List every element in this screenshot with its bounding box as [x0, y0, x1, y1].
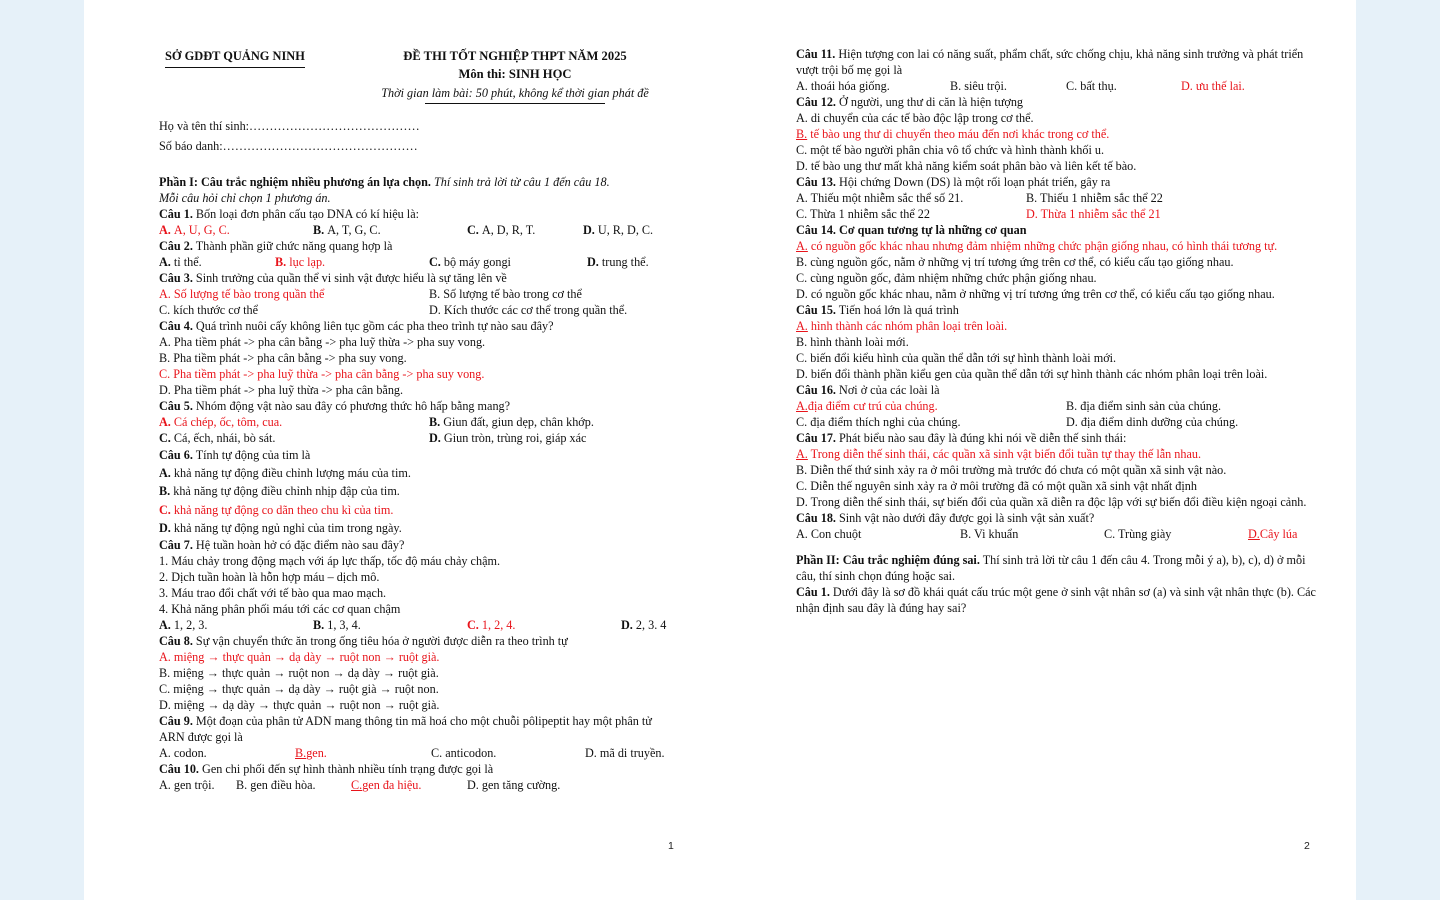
page-number-1: 1 — [668, 840, 674, 852]
q5-option-d: D. Giun tròn, trùng roi, giáp xác — [429, 431, 587, 445]
q2-option-a: A. tỉ thể. — [159, 255, 202, 269]
q7-statement-2: 2. Dịch tuần hoàn là hỗn hợp máu – dịch mô. — [159, 570, 380, 585]
q16-option-b: B. địa điểm sinh sản của chúng. — [1066, 399, 1222, 413]
q1-option-a: A. A, U, G, C. — [159, 223, 230, 237]
q17-option-b: B. Diễn thế thứ sinh xảy ra ở môi trường mà trước đó chưa có một quần xã sinh vật nào. — [796, 463, 1227, 477]
question-4: Câu 4. Quá trình nuôi cấy không liên tục gồm các pha theo trình tự nào sau đây? A. Pha tiềm phát -> pha cân bằng -> pha luỹ thừa -> pha suy vong. B. Pha tiềm phát -> pha cân bằng -> pha suy vong. C. Pha tiềm phát -> pha luỹ thừa -> pha cân bằng -> pha suy vong. D. Pha tiềm phát -> pha luỹ thừa -> pha cân bằng. — [159, 318, 679, 398]
q9-option-b: B.gen. — [295, 746, 327, 761]
q12-option-c: C. một tế bào người phân chia vô tổ chức và hình thành khối u. — [796, 143, 1105, 157]
q14-option-d: D. có nguồn gốc khác nhau, nằm ở những vị trí tương ứng trên cơ thể, có kiểu cấu tạo giống nhau. — [796, 287, 1275, 301]
question-9: Câu 9. Một đoạn của phân tử ADN mang thông tin mã hoá cho một chuỗi pôlipeptit hay một phân tử ARN được gọi là A. codon. B.gen. C. anticodon. D. mã di truyền. — [159, 713, 679, 761]
part-2-question-1: Câu 1. Dưới đây là sơ đồ khái quát cấu trúc một gene ở sinh vật nhân sơ (a) và sinh vật nhân thực (b). Các nhận định sau đây là đúng hay sai? — [796, 585, 1316, 615]
q7-options — [159, 617, 679, 633]
viewer-right-margin — [1356, 0, 1440, 900]
question-16: Câu 16. Nơi ở của các loài là A.địa điểm cư trú của chúng. B. địa điểm sinh sản của chúng. C. địa điểm thích nghi của chúng. D. địa điểm dinh dưỡng của chúng. — [796, 383, 1239, 429]
question-7: Câu 7. Hệ tuần hoàn hở có đặc điểm nào sau đây? 1. Máu chảy trong động mạch với áp lực thấp, tốc độ máu chảy chậm. 2. Dịch tuần hoàn là hỗn hợp máu – dịch mô. 3. Máu trao đổi chất với tế bào qua mao mạch. 4. Khả năng phân phối máu tới các cơ quan chậm A. 1, 2, 3. B. 1, 3, 4. C. 1, 2, 4. D. 2, 3. 4 — [159, 537, 679, 633]
q7-statement-4: 4. Khả năng phân phối máu tới các cơ quan chậm — [159, 602, 401, 617]
q12-option-d: D. tế bào ung thư mất khả năng kiểm soát phân bào và liên kết tế bào. — [796, 159, 1137, 173]
q11-options — [796, 78, 1316, 94]
q9-option-c: C. anticodon. — [431, 746, 497, 761]
q14-option-b: B. cùng nguồn gốc, nằm ở những vị trí tương ứng trên cơ thể, có kiểu cấu tạo giống nhau. — [796, 255, 1234, 269]
q7-option-a: A. 1, 2, 3. — [159, 618, 208, 633]
q4-option-a: A. Pha tiềm phát -> pha cân bằng -> pha luỹ thừa -> pha suy vong. — [159, 335, 486, 349]
q7-option-c: C. 1, 2, 4. — [467, 618, 516, 633]
q18-option-c: C. Trùng giày — [1104, 527, 1172, 541]
q4-option-b: B. Pha tiềm phát -> pha cân bằng -> pha suy vong. — [159, 351, 407, 365]
q7-statement-1: 1. Máu chảy trong động mạch với áp lực thấp, tốc độ máu chảy chậm. — [159, 554, 501, 569]
q16-option-a: A.địa điểm cư trú của chúng. — [796, 399, 938, 413]
q1-option-c: C. A, D, R, T. — [467, 223, 536, 237]
part-2 — [796, 552, 1316, 616]
q10-option-a: A. gen trội. — [159, 778, 215, 793]
q2-option-b: B. lục lạp. — [275, 255, 326, 269]
q17-option-a: A. Trong diễn thế sinh thái, các quần xã sinh vật biến đổi tuần tự thay thế lẫn nhau. — [796, 447, 1202, 461]
q8-option-a: A. miệng → thực quản → dạ dày → ruột non → ruột già. — [159, 650, 440, 665]
q10-options — [159, 777, 679, 793]
q10-option-d: D. gen tăng cường. — [467, 778, 561, 793]
question-15: Câu 15. Tiến hoá lớn là quá trình A. hình thành các nhóm phân loại trên loài. B. hình thành loài mới. C. biến đổi kiểu hình của quần thể dẫn tới sự hình thành loài mới. D. biến đổi thành phần kiểu gen của quần thể dẫn tới sự hình thành các nhóm phân loại trên loài. — [796, 302, 1316, 382]
q13-option-d: D. Thừa 1 nhiễm sắc thể 21 — [1026, 207, 1161, 221]
question-6: Câu 6. Tính tự động của tim là A. khả năng tự động điều chỉnh lượng máu của tim. B. khả năng tự động điều chỉnh nhịp đập của tim. C. khả năng tự động co dãn theo chu kì của tim. D. khả năng tự động ngủ nghỉ của tim trong ngày. — [159, 446, 679, 537]
q3-option-b: B. Số lượng tế bào trong cơ thể — [429, 287, 582, 301]
title-underline — [425, 103, 605, 104]
q4-option-c: C. Pha tiềm phát -> pha luỹ thừa -> pha cân bằng -> pha suy vong. — [159, 367, 485, 381]
part-1-heading: Phần I: Câu trắc nghiệm nhiều phương án lựa chọn. Thí sinh trả lời từ câu 1 đến câu 18. Mỗi câu hỏi chỉ chọn 1 phương án. — [159, 175, 610, 205]
q17-option-c: C. Diễn thế nguyên sinh xảy ra ở môi trường đã có một quần xã sinh vật nhất định — [796, 479, 1197, 493]
page-number-2: 2 — [1304, 840, 1310, 852]
page-1 — [84, 0, 720, 900]
q7-statement-3: 3. Máu trao đổi chất với tế bào qua mao mạch. — [159, 586, 387, 601]
question-5: Câu 5. Nhóm động vật nào sau đây có phương thức hô hấp bằng mang? A. Cá chép, ốc, tôm, cua. B. Giun đất, giun dẹp, chân khớp. C. Cá, ếch, nhái, bò sát. D. Giun tròn, trùng roi, giáp xác — [159, 399, 594, 445]
page-2-content — [796, 46, 1316, 616]
question-14: Câu 14. Cơ quan tương tự là những cơ quan A. có nguồn gốc khác nhau nhưng đảm nhiệm những chức phận giống nhau, có hình thái tương tự. B. cùng nguồn gốc, nằm ở những vị trí tương ứng trên cơ thể, có kiểu cấu tạo giống nhau. C. cùng nguồn gốc, đảm nhiệm những chức phận giống nhau. D. có nguồn gốc khác nhau, nằm ở những vị trí tương ứng trên cơ thể, có kiểu cấu tạo giống nhau. — [796, 222, 1316, 302]
q3-option-a: A. Số lượng tế bào trong quần thể — [159, 287, 325, 301]
q3-option-c: C. kích thước cơ thể — [159, 303, 259, 317]
viewer-left-margin — [0, 0, 84, 900]
part-2-heading: Phần II: Câu trắc nghiệm đúng sai. Thí sinh trả lời từ câu 1 đến câu 4. Trong mỗi ý a), b), c), d) ở mỗi câu, thí sinh chọn đúng hoặc sai. — [796, 553, 1306, 583]
q5-option-b: B. Giun đất, giun dẹp, chân khớp. — [429, 415, 594, 429]
page-2 — [720, 0, 1356, 900]
q4-option-d: D. Pha tiềm phát -> pha luỹ thừa -> pha cân bằng. — [159, 383, 404, 397]
q2-options — [159, 254, 679, 270]
exam-header — [159, 48, 679, 108]
q17-option-d: D. Trong diễn thế sinh thái, sự biến đổi của quần xã diễn ra độc lập với sự biến đổi điều kiện ngoại cảnh. — [796, 495, 1307, 509]
question-11: Câu 11. Hiện tượng con lai có năng suất, phẩm chất, sức chống chịu, khả năng sinh trưởng và phát triển vượt trội bố mẹ gọi là A. thoái hóa giống. B. siêu trội. C. bất thụ. D. ưu thế lai. — [796, 46, 1316, 94]
q9-option-a: A. codon. — [159, 746, 207, 761]
question-10: Câu 10. Gen chi phối đến sự hình thành nhiều tính trạng được gọi là A. gen trội. B. gen điều hòa. C.gen đa hiệu. D. gen tăng cường. — [159, 761, 679, 793]
q10-option-c: C.gen đa hiệu. — [351, 778, 422, 793]
q1-option-b: B. A, T, G, C. — [313, 223, 381, 237]
exam-subject: Môn thi: SINH HỌC — [458, 67, 572, 81]
q1-options — [159, 222, 679, 238]
q5-option-a: A. Cá chép, ốc, tôm, cua. — [159, 415, 283, 429]
question-3: Câu 3. Sinh trưởng của quần thể vi sinh vật được hiểu là sự tăng lên về A. Số lượng tế bào trong quần thể B. Số lượng tế bào trong cơ thể C. kích thước cơ thể D. Kích thước các cơ thể trong quần thể. — [159, 271, 628, 317]
q6-option-c: C. khả năng tự động co dãn theo chu kì của tim. — [159, 502, 394, 517]
q6-option-d: D. khả năng tự động ngủ nghỉ của tim trong ngày. — [159, 520, 402, 535]
q3-option-d: D. Kích thước các cơ thể trong quần thể. — [429, 303, 628, 317]
q1-option-d: D. U, R, D, C. — [583, 223, 654, 237]
q15-option-b: B. hình thành loài mới. — [796, 335, 909, 349]
exam-title-block — [355, 48, 675, 104]
q6-option-b: B. khả năng tự động điều chỉnh nhịp đập của tim. — [159, 484, 400, 499]
q7-option-b: B. 1, 3, 4. — [313, 618, 361, 633]
q8-option-c: C. miệng → thực quản → dạ dày → ruột già → ruột non. — [159, 682, 439, 697]
q16-option-d: D. địa điểm dinh dưỡng của chúng. — [1066, 415, 1239, 429]
q9-options — [159, 745, 679, 761]
department-name: SỞ GDĐT QUẢNG NINH — [165, 48, 305, 68]
candidate-info — [159, 116, 679, 156]
question-2: Câu 2. Thành phần giữ chức năng quang hợp là A. tỉ thể. B. lục lạp. C. bộ máy gongi D. trung thể. — [159, 238, 679, 270]
q5-option-c: C. Cá, ếch, nhái, bò sát. — [159, 431, 276, 445]
question-17: Câu 17. Phát biểu nào sau đây là đúng khi nói về diễn thế sinh thái: A. Trong diễn thế sinh thái, các quần xã sinh vật biến đổi tuần tự thay thế lẫn nhau. B. Diễn thế thứ sinh xảy ra ở môi trường mà trước đó chưa có một quần xã sinh vật nào. C. Diễn thế nguyên sinh xảy ra ở môi trường đã có một quần xã sinh vật nhất định D. Trong diễn thế sinh thái, sự biến đổi của quần xã diễn ra độc lập với sự biến đổi điều kiện ngoại cảnh. — [796, 430, 1316, 510]
q18-option-a: A. Con chuột — [796, 527, 862, 541]
candidate-id-line: Số báo danh:………………………………………… — [159, 139, 418, 153]
question-1: Câu 1. Bốn loại đơn phân cấu tạo DNA có kí hiệu là: A. A, U, G, C. B. A, T, G, C. C. A, D, R, T. D. U, R, D, C. — [159, 206, 679, 238]
question-13: Câu 13. Hội chứng Down (DS) là một rối loạn phát triển, gây ra A. Thiếu một nhiễm sắc thể số 21. B. Thiếu 1 nhiễm sắc thể 22 C. Thừa 1 nhiễm sắc thể 22 D. Thừa 1 nhiễm sắc thể 21 — [796, 175, 1163, 221]
q6-option-a: A. khả năng tự động điều chỉnh lượng máu của tim. — [159, 466, 411, 481]
exam-title: ĐỀ THI TỐT NGHIỆP THPT NĂM 2025 — [403, 49, 627, 63]
q11-option-c: C. bất thụ. — [1066, 79, 1117, 93]
q16-option-c: C. địa điểm thích nghi của chúng. — [796, 415, 961, 429]
q12-option-a: A. di chuyển của các tế bào độc lập trong cơ thể. — [796, 111, 1034, 125]
q2-option-c: C. bộ máy gongi — [429, 255, 511, 269]
q12-option-b: B. tế bào ung thư di chuyển theo máu đến nơi khác trong cơ thể. — [796, 127, 1110, 141]
q15-option-d: D. biến đổi thành phần kiểu gen của quần thể dẫn tới sự hình thành các nhóm phân loại trên loài. — [796, 367, 1268, 381]
q15-option-a: A. hình thành các nhóm phân loại trên loài. — [796, 319, 1008, 333]
page-spread — [84, 0, 1356, 900]
q15-option-c: C. biến đổi kiểu hình của quần thể dẫn tới sự hình thành loài mới. — [796, 351, 1117, 365]
q11-option-b: B. siêu trội. — [950, 79, 1007, 93]
q8-option-d: D. miệng → dạ dày → thực quản → ruột non → ruột già. — [159, 698, 440, 713]
question-8: Câu 8. Sự vận chuyển thức ăn trong ống tiêu hóa ở người được diễn ra theo trình tự A. miệng → thực quản → dạ dày → ruột non → ruột già. B. miệng → thực quản → ruột non → dạ dày → ruột già. C. miệng → thực quản → dạ dày → ruột già → ruột non. D. miệng → dạ dày → thực quản → ruột non → ruột già. — [159, 633, 679, 713]
q11-option-d: D. ưu thế lai. — [1181, 79, 1245, 93]
question-12: Câu 12. Ở người, ung thư di căn là hiện tượng A. di chuyển của các tế bào độc lập trong cơ thể. B. tế bào ung thư di chuyển theo máu đến nơi khác trong cơ thể. C. một tế bào người phân chia vô tổ chức và hình thành khối u. D. tế bào ung thư mất khả năng kiểm soát phân bào và liên kết tế bào. — [796, 94, 1316, 174]
q11-option-a: A. thoái hóa giống. — [796, 79, 890, 93]
q8-option-b: B. miệng → thực quản → ruột non → dạ dày → ruột già. — [159, 666, 439, 681]
exam-duration: Thời gian làm bài: 50 phút, không kể thời gian phát đề — [381, 86, 649, 100]
q13-option-a: A. Thiếu một nhiễm sắc thể số 21. — [796, 191, 964, 205]
q18-option-d: D.Cây lúa — [1248, 527, 1298, 541]
q7-option-d: D. 2, 3. 4 — [621, 618, 667, 633]
page-1-content — [159, 48, 679, 793]
q13-option-c: C. Thừa 1 nhiễm sắc thể 22 — [796, 207, 930, 221]
q10-option-b: B. gen điều hòa. — [236, 778, 316, 793]
q9-option-d: D. mã di truyền. — [585, 746, 665, 761]
q2-option-d: D. trung thể. — [587, 255, 649, 269]
q14-option-a: A. có nguồn gốc khác nhau nhưng đảm nhiệm những chức phận giống nhau, có hình thái tương tự. — [796, 239, 1278, 253]
q14-option-c: C. cùng nguồn gốc, đảm nhiệm những chức phận giống nhau. — [796, 271, 1097, 285]
q13-option-b: B. Thiếu 1 nhiễm sắc thể 22 — [1026, 191, 1163, 205]
q18-options — [796, 526, 1316, 542]
q18-option-b: B. Vi khuẩn — [960, 527, 1019, 541]
candidate-name-line: Họ và tên thí sinh:…………………………………… — [159, 119, 420, 133]
department-underline — [165, 67, 305, 68]
question-18: Câu 18. Sinh vật nào dưới đây được gọi là sinh vật sản xuất? A. Con chuột B. Vi khuẩn C. Trùng giày D.Cây lúa — [796, 510, 1316, 542]
